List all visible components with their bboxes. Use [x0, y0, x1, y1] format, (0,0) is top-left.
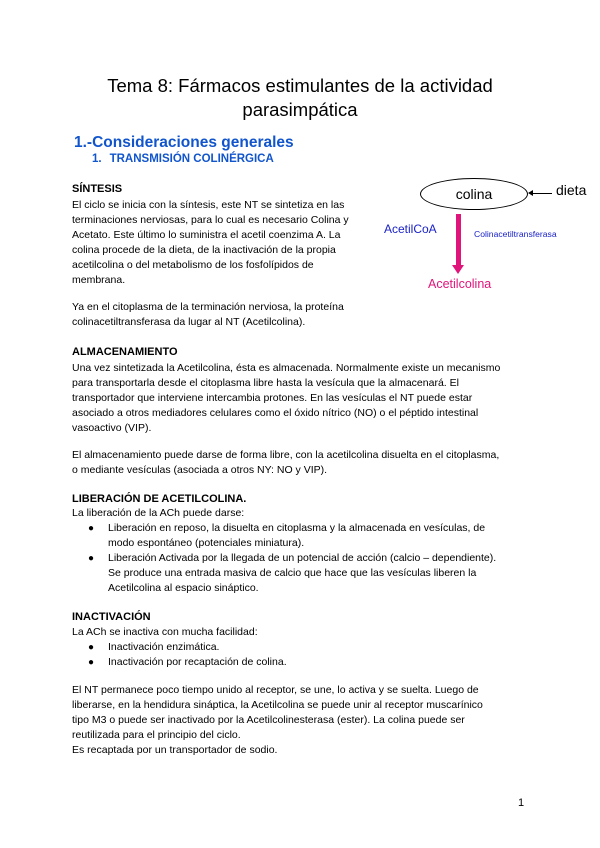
text-line: modo espontáneo (potenciales miniatura).: [108, 537, 305, 550]
text-line: para transportarla desde el citoplasma libre hasta la vesícula que la almacenará. El: [72, 377, 459, 390]
section-almacenamiento-heading: ALMACENAMIENTO: [72, 346, 178, 358]
list-item: [84, 521, 534, 551]
text-line: Se produce una entrada masiva de calcio que hace que las vesículas liberen la: [108, 567, 477, 580]
text-line: Acetato. Este último lo suministra el acetil coenzima A. La: [72, 229, 341, 242]
text-line: Liberación en reposo, la disuelta en citoplasma y la almacenada en vesículas, de: [108, 522, 486, 534]
text-line: vasoactivo (VIP).: [72, 422, 152, 435]
heading-consideraciones: 1.-Consideraciones generales: [74, 134, 294, 151]
page-number: 1: [518, 797, 525, 809]
liberacion-list: [84, 521, 534, 596]
text-line: tipo M3 o puede ser inactivado por la Acetilcolinesterasa (ester). La colina puede ser: [72, 714, 465, 727]
bullet-icon: ●: [88, 553, 95, 565]
heading-number: 1.: [92, 153, 102, 165]
reaction-arrow-head: [452, 265, 464, 274]
bullet-icon: ●: [88, 642, 95, 653]
text-line: asociado a otros mediadores celulares como el óxido nítrico (NO) o el péptido intestinal: [72, 407, 479, 420]
text-line: Acetilcolina al espacio sináptico.: [108, 582, 259, 595]
almacenamiento-paragraph-2: [72, 448, 542, 478]
title-line-1: Tema 8: Fármacos estimulantes de la actividad: [107, 75, 493, 96]
acetilcolina-label: Acetilcolina: [428, 277, 492, 291]
enzyme-label: Colinacetiltransferasa: [474, 229, 557, 239]
section-sintesis-heading: SÍNTESIS: [72, 183, 123, 195]
inactivacion-paragraph: [72, 683, 542, 758]
text-line: Una vez sintetizada la Acetilcolina, ésta es almacenada. Normalmente existe un mecanismo: [72, 362, 501, 374]
text-line: Inactivación por recaptación de colina.: [108, 656, 287, 669]
list-item: [84, 640, 534, 655]
acetilcoa-label: AcetilCoA: [384, 222, 437, 236]
heading-transmision: [92, 153, 274, 165]
synthesis-diagram: [380, 170, 600, 300]
text-line: membrana.: [72, 274, 126, 287]
sintesis-paragraph-2: [72, 300, 382, 330]
dieta-arrow: [532, 193, 552, 194]
dieta-label: dieta: [556, 182, 587, 198]
list-item: [84, 655, 534, 670]
text-line: Inactivación enzimática.: [108, 641, 220, 653]
reaction-arrow-shaft: [456, 214, 461, 266]
section-liberacion-heading: LIBERACIÓN DE ACETILCOLINA.: [72, 493, 247, 505]
text-line: o mediante vesículas (asociada a otros NY: NO y VIP).: [72, 464, 328, 477]
page-title: [60, 74, 540, 122]
text-line: acetilcolina o del metabolismo de los fosfolípidos de: [72, 259, 314, 272]
bullet-icon: ●: [88, 657, 95, 669]
colina-node: colina: [420, 178, 528, 210]
text-line: colinacetiltransferasa da lugar al NT (Acetilcolina).: [72, 316, 306, 329]
sintesis-paragraph-1: [72, 198, 382, 289]
text-line: Ya en el citoplasma de la terminación nerviosa, la proteína: [72, 301, 344, 313]
inactivacion-intro: La ACh se inactiva con mucha facilidad:: [72, 626, 258, 638]
text-line: Es recaptada por un transportador de sodio.: [72, 744, 278, 757]
almacenamiento-paragraph-1: [72, 361, 542, 436]
text-line: reutilizada para el principio del ciclo.: [72, 729, 241, 742]
list-item: [84, 551, 534, 596]
text-line: terminaciones nerviosas, para lo cual es necesario Colina y: [72, 214, 349, 227]
text-line: liberarse, en la hendidura sináptica, la Acetilcolina se puede unir al receptor muscarínico: [72, 699, 483, 712]
section-inactivacion-heading: INACTIVACIÓN: [72, 611, 151, 623]
inactivacion-list: [84, 640, 534, 670]
heading-text: TRANSMISIÓN COLINÉRGICA: [109, 153, 274, 165]
text-line: transportador que interviene intercambia protones. En las vesículas el NT puede estar: [72, 392, 473, 405]
text-line: El NT permanece poco tiempo unido al receptor, se une, lo activa y se suelta. Luego de: [72, 684, 479, 696]
text-line: El ciclo se inicia con la síntesis, este NT se sintetiza en las: [72, 199, 345, 211]
title-line-2: parasimpática: [242, 99, 358, 120]
bullet-icon: ●: [88, 523, 95, 534]
text-line: Liberación Activada por la llegada de un potencial de acción (calcio – dependiente).: [108, 552, 497, 565]
text-line: El almacenamiento puede darse de forma libre, con la acetilcolina disuelta en el citoplasma,: [72, 449, 500, 461]
text-line: colina procede de la dieta, de la inactivación de la propia: [72, 244, 336, 257]
liberacion-intro: La liberación de la ACh puede darse:: [72, 507, 245, 519]
